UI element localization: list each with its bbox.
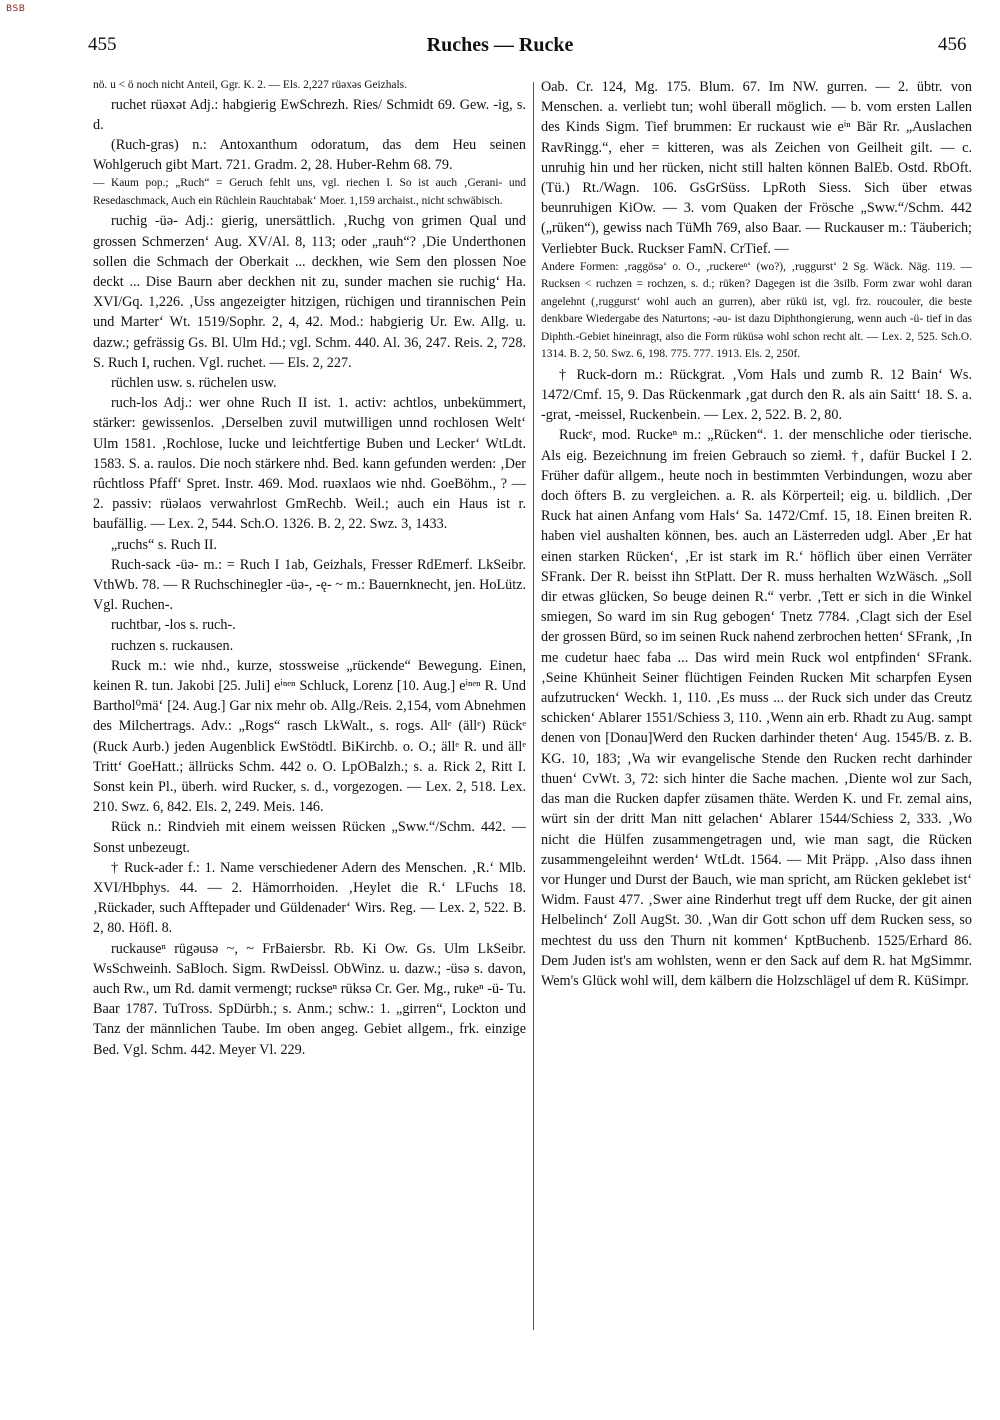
dictionary-entry: ruchtbar, -los s. ruch-. — [111, 617, 236, 634]
dictionary-entry: nö. u < ö noch nicht Anteil, Ggr. K. 2. — Els. 2,227 rüəxəs Geizhals. — [93, 79, 407, 91]
dictionary-entry: ruckauseⁿ rügəusə ~, ~ FrBaiersbr. Rb. Ki Ow. Gs. Ulm LkSeibr. WsSchweinh. SaBloch. Sigm. RwDeissl. ObWinz. u. dazw.; -üsə s. davon, auch Rw., um Rd. damit vermengt; ruckseⁿ rüksə Cr. Ger. Mg., rukeⁿ -ü- Tu. Baar 1787. TuTross. SpDürbh.; s. Anm.; schw.: 1. „girren“, Lockton und Tanz der männlichen Taube. Im oben angeg. Gebiet allgem., frk. einzige Bed. Vgl. Schm. 442. Meyer Vl. 229. — [93, 940, 526, 1058]
column-divider — [533, 82, 534, 1330]
left-column — [93, 77, 526, 1060]
dictionary-entry: rüchlen usw. s. rüchelen usw. — [111, 374, 277, 391]
page-number-right: 456 — [938, 34, 967, 55]
dictionary-entry: Rück n.: Rindvieh mit einem weissen Rücken „Sww.“/Schm. 442. — Sonst unbezeugt. — [93, 819, 526, 856]
dictionary-entry: ruchzen s. ruckausen. — [111, 637, 234, 654]
dictionary-entry: „ruchs“ s. Ruch II. — [111, 536, 217, 553]
dictionary-entry: Andere Formen: ‚raggösə‘ o. O., ‚ruckereⁿ‘ (wo?), ‚ruggurst‘ 2 Sg. Wäck. Näg. 119. — Rucksen < ruchzen = rochzen, s. d.; rüken? Dagegen ist die 3silb. Form zwar wohl daran angelehnt (‚ruggurst‘ wohl auch an gurren), aber rükü ist, vgl. frz. roucouler, die beste denkbare Wiedergabe des Naturtons; -əu- ist dazu Diphthongierung, wenn auch -ü- tief in das Diphth.-Gebiet hineinragt, also die Form rüküsə wohl schon recht alt. — Lex. 2, 525. Sch.O. 1314. B. 2, 50. Swz. 6, 198. 775. 777. 1913. Els. 2, 250f. — [541, 260, 972, 361]
dictionary-entry: (Ruch-gras) n.: Antoxanthum odoratum, das dem Heu seinen Wohlgeruch gibt Mart. 721. Gradm. 2, 28. Huber-Rehm 68. 79. — [93, 136, 526, 174]
dictionary-entry: Ruck m.: wie nhd., kurze, stossweise „rückende“ Bewegung. Einen, keinen R. tun. Jakobi [25. Juli] eⁱⁿᵉⁿ Schluck, Lorenz [10. Aug.] eⁱⁿᵉⁿ R. Und Barthol⁰mä‘ [24. Aug.] Gar nix mehr ob. Allg./Reis. 2,154, vom Abnehmen des Milchertrags. Adv.: „Rogs“ rasch LkWalt., s. rogs. Allᵉ (ällᵉ) Rückᵉ (Ruck Aurb.) jeden Augenblick EwStödtl. BiKirchb. o. O.; ällᵉ R. und ällᵉ Tritt‘ GoeHatt.; ällrücks Schm. 442 o. O. LpOBalzh.; s. a. Rick 2, Ritt I. Sonst kein Pl., überh. wird Rucker, s. d., vorgezogen. — Lex. 2, 518. Lex. 210. Swz. 6, 842. Els. 2, 249. Meis. 146. — [93, 657, 526, 816]
dictionary-entry: † Ruck-ader f.: 1. Name verschiedener Adern des Menschen. ‚R.‘ Mlb. XVI/Hbphys. 44. — 2. Hämorrhoiden. ‚Heylet die R.‘ LFuchs 18. ‚Rückader, such Afftерader und Güldenader‘ Wirs. Reg. — Lex. 2, 522. B. 2, 80. Höfl. 8. — [93, 859, 526, 937]
dictionary-entry: Ruch-sack -üə- m.: = Ruch I 1ab, Geizhals, Fresser RdEmerf. LkSeibr. VthWb. 78. — R Ruchschinegler -üə-, -ę- ~ m.: Bauernknecht, jen. HoLütz. Vgl. Ruchen-. — [93, 556, 526, 614]
right-column — [541, 77, 972, 991]
page-number-left: 455 — [88, 34, 117, 55]
library-stamp: BSB — [6, 4, 26, 14]
dictionary-entry: — Kaum pop.; „Ruch“ = Geruch fehlt uns, vgl. riechen I. So ist auch ‚Gerani- und Resedaschmack, Auch ein Rüchlein Rauchtabak‘ Moer. 1,159 archaist., nicht schwäbisch. — [93, 177, 526, 207]
dictionary-entry: ruchig -üə- Adj.: gierig, unersättlich. ‚Ruchg von grimen Qual und grossen Schmerzen‘ Aug. XV/Al. 8, 113; oder „rauh“? ‚Die Underthonen sollen die Schmach der Oberkait ... deckhen, wie Sem den plossen Noe deckt ... Dise Baurn aber deckhen nit zu, sunder machen sie ruchig‘ Ha. XVI/Gq. 1,226. ‚Uss angezeigter hitzigen, rüchigen und tirannischen Pein und Marter‘ Wt. 1519/Sophr. 2, 4, 42. Mod.: habgierig Ur. Ew. Allg. u. dazw.; gefrässig Gs. Bl. Ulm Hd.; vgl. Schm. 440. Al. 36, 247. Reis. 2, 728. S. Ruch I, ruchen. Vgl. ruchet. — Els. 2, 227. — [93, 213, 526, 371]
dictionary-entry: Ruckᵉ, mod. Ruckeⁿ m.: „Rücken“. 1. der menschliche oder tierische. Als eig. Bezeichnung im freien Gebrauch so ziemł. †, dafür Buckel I 2. Früher dafür allgem., heute noch in bestimmten Verbindungen, wozu aber doch öfters B. zu vergleichen. a. R. als Körperteil; eig. u. bildlich. ‚Der Ruck hat ainen Anfang vom Hals‘ Sa. 1472/Cmf. 15, 18. Einen breiten R. haben viel aushalten können, bes. auch an Lästerreden udgl. Aber ‚Er hat einen starken Rücken‘, ‚Er ist stark im R.‘ höflich über einen Verräter SFrank. Der R. beisst ihn StPlatt. Der R. muss herhalten WzWäsch. „Soll dir etwas glücken, So beuge deinen R.“ verbr. ‚Tett er sich in die Winkel smiegen, So ward im sin Rug gebogen‘ Tnetz 7784. ‚Clagt sich der Esel der grossen Bürd, so im seinen Ruck nahend zerbrochen hetten‘ SFrank, ‚In me cudetur haec faba ... Das wird mein Ruck wol entpfinden‘ SFrank. ‚Seine Khünheit Seiner flüchtigen Feinden Rucken Mit scharpfen Eysen aufzutrucken‘ Weckh. 1, 110. ‚Es muss ... der Ruck sich under das Creutz schicken‘ Ablarer 1551/Schiess 3, 110. ‚Wenn ain erb. Rhadt zu Aug. sampt denen von [Donau]Werd den Rucken darhinder theten‘ Aug. 1545/B. z. B. KG. 10, 183; ‚Wa wir evangelische Stende den Rucken recht darhinder thuen‘ CvWt. 3, 72: sich hinter die Sache machen. ‚Diente wol zur Sach, das man die Rucken dapfer züsamen thäte. Werden K. und Fr. zemal ains, würt sin der dritt Man nitt gelachen‘ Ablarer 1544/Schiess 2, 333. ‚Wo nicht die Hülfen zusammengetragen und, wie man sagt, die Rücken zusammengeleihnt werden‘ WtLdt. 1564. — Mit Präpp. ‚Also dass ihnen vor Hunger und Durst der Bauch, wie man spricht, am Rücken geklebet ist‘ Widm. Faust 477. ‚Swer aine Rinderhut tregt uff dem Rucke, der git ainen Helbelinch‘ Zoll AugSt. 30. ‚Wan dir Gott schon uff dem Rucken sess, so mechtest du uss den Thurn nit kommen‘ KptBuchenb. 1525/Erhard 86. Dem Juden ist's am wohlsten, wenn er den Sack auf dem R. hat MgSimmr. Wem's Glück wohl will, dem kälbern die Holzschlägel uf dem R. KüSimpr. — [541, 427, 972, 989]
running-title: Ruches — Rucke — [426, 34, 574, 56]
dictionary-entry: † Ruck-dorn m.: Rückgrat. ‚Vom Hals und zumb R. 12 Bain‘ Ws. 1472/Cmf. 15, 9. Das Rückenmark ‚gat durch den R. als ain Saitt‘ 18. S. a. -grat, -meissel, Ruckenbein. — Lex. 2, 522. B. 2, 80. — [541, 366, 972, 424]
dictionary-entry: ruchet rüəxət Adj.: habgierig EwSchrezh. Ries/ Schmidt 69. Gew. -ig, s. d. — [93, 96, 526, 133]
dictionary-entry: Oab. Cr. 124, Mg. 175. Blum. 67. Im NW. gurren. — 2. übtr. von Menschen. a. verliebt tun; wohl überall möglich. — b. vom ersten Lallen des Kinds Sigm. Tief brummen: Er ruckaust wie eⁱⁿ Bär Rr. „Auslachen RavRingg.“, eher = kitteren, was als Zeichen von Geilheit gilt. — c. unruhig hin und her rücken, nicht still halten können BalEb. Ostd. RbOft. (Tü.) Rt./Wagn. 106. GsGrSüss. LpRoth Siess. Sich über etwas beunruhigen KiOw. — 3. vom Quaken der Frösche „Sww.“/Schm. 442 („rüken“), gewiss nach TüMh 769, also Baar. — Ruckauser m.: Täuberich; Verliebter Buck. Ruckser FamN. CrTief. — — [541, 79, 972, 257]
dictionary-entry: ruch-los Adj.: wer ohne Ruch II ist. 1. activ: achtlos, unbekümmert, stärker: gewissenlos. ‚Derselben zuvil mutwilligen unnd rochlosen Welt‘ Ulm 1581. ‚Rochlose, lucke und leichtfertige Buben und Lecker‘ WtLdt. 1583. S. a. raulos. Die noch stärkere nhd. Bed. kann gefunden werden: ‚Der rûchtloss Pfaff‘ Spret. Instr. 469. Mod. ruəxlaos wie nhd. GoeBöhm., ? — 2. passiv: rüəlaos verwahrlost GmRechb. Weil.; auch ein Haus ist r. baufällig. — Lex. 2, 544. Sch.O. 1326. B. 2, 22. Swz. 3, 1433. — [93, 395, 526, 533]
